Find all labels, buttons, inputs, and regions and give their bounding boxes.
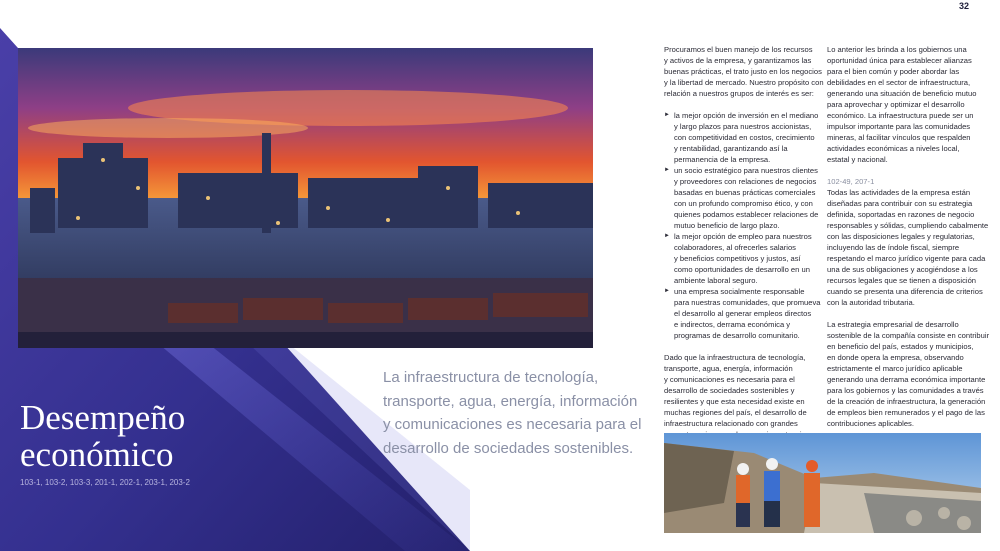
triangle-bullet-icon: ► [664, 233, 670, 239]
text-line: responsables y sólidas, cumpliendo cabalmente [827, 221, 989, 230]
text-column-1 [664, 44, 822, 451]
text-line: cuando se presenta una diferencia de criterios [827, 287, 983, 296]
text-line: estrictamente el marco jurídico aplicable [827, 364, 963, 373]
closing-paragraph [664, 352, 822, 440]
text-line: la mejor opción de inversión en el mediano [674, 111, 819, 120]
bullet-item [664, 286, 822, 341]
paragraph [827, 176, 987, 308]
text-line: incluyendo las de índole fiscal, siempre [827, 243, 960, 252]
quote-line: y comunicaciones es necesaria para el [383, 416, 642, 433]
text-line: infraestructura relacionado con grandes [664, 419, 798, 428]
mine-workers-photo [664, 433, 981, 533]
text-line: como oportunidades de desarrollo en un [674, 265, 810, 274]
text-line: el desarrollo al generar empleos directos [674, 309, 812, 318]
text-line: con la autoridad tributaria. [827, 298, 915, 307]
text-line: con las disposiciones legales y regulatorias, [827, 232, 975, 241]
section-title [20, 399, 185, 473]
text-line: respetando el marco jurídico vigente para cada [827, 254, 986, 263]
text-line: mineras, al facilitar vínculos que respalden [827, 133, 971, 142]
text-line: quienes podamos establecer relaciones de [674, 210, 819, 219]
triangle-bullet-icon: ► [664, 288, 670, 294]
text-line: con competitividad en costos, crecimiento [674, 133, 815, 142]
text-line: e indirectos, derrama económica y [674, 320, 791, 329]
text-line: y proveedores con relaciones de negocios [674, 177, 817, 186]
intro-paragraph [664, 44, 822, 99]
text-line: impulsor importante para las comunidades [827, 122, 971, 131]
gri-codes: 103-1, 103-2, 103-3, 201-1, 202-1, 203-1, 203-2 [20, 478, 190, 487]
text-line: para aprovechar y optimizar el desarrollo [827, 100, 965, 109]
text-line: debilidades en el sector de infraestructura, [827, 78, 971, 87]
text-line: de la creación de infraestructura, la generación [827, 397, 986, 406]
plant-photo [18, 48, 593, 348]
quote-line: desarrollo de sociedades sostenibles. [383, 439, 634, 457]
text-line: una empresa socialmente responsable [674, 287, 805, 296]
text-line: y rentabilidad, garantizando así la [674, 144, 788, 153]
text-line: transporte, agua, energía, información [664, 364, 793, 373]
text-line: desarrollo de sociedades sostenibles y [664, 386, 795, 395]
triangle-bullet-icon: ► [664, 112, 670, 118]
text-line: buenas prácticas, el trato justo en los negocios [664, 67, 822, 76]
paragraph [827, 44, 987, 165]
text-line: generando una situación de beneficio mutuo [827, 89, 977, 98]
text-line: permanencia de la empresa. [674, 155, 771, 164]
text-line: para nuestras comunidades, que promueva [674, 298, 821, 307]
text-line: recursos legales que se tienen a disposición [827, 276, 977, 285]
text-line: con un profundo compromiso ético, y con [674, 199, 813, 208]
page-number: 32 [958, 1, 969, 11]
text-line: actividades económicas a niveles local, [827, 144, 960, 153]
text-line: y activos de la empresa, y garantizamos las [664, 56, 812, 65]
text-line: programas de desarrollo comunitario. [674, 331, 800, 340]
text-line: y comunicaciones es necesaria para el [664, 375, 795, 384]
title-line: Desempeño [20, 398, 186, 437]
text-line: Lo anterior les brinda a los gobiernos una [827, 45, 967, 54]
text-line: de empleos bien remunerados y el pago de las [827, 408, 985, 417]
quote-line: La infraestructura de tecnología, [383, 369, 599, 386]
triangle-bullet-icon: ► [664, 167, 670, 173]
text-line: y la libertad de mercado. Nuestro propósito con [664, 78, 824, 87]
text-line: Dado que la infraestructura de tecnología, [664, 353, 806, 362]
title-line: económico [20, 435, 174, 474]
quote-line: transporte, agua, energía, información [383, 392, 638, 410]
bullet-item [664, 110, 822, 165]
text-line: relación a nuestros grupos de interés es ser: [664, 89, 814, 98]
text-line: una de sus obligaciones y acogiéndose a los [827, 265, 978, 274]
text-line: un socio estratégico para nuestros clientes [674, 166, 818, 175]
text-line: generando una derrama económica importante [827, 375, 986, 384]
text-line: basadas en buenas prácticas comerciales [674, 188, 816, 197]
text-line: Todas las actividades de la empresa están [827, 188, 971, 197]
text-line: contribuciones aplicables. [827, 419, 914, 428]
text-line: resilientes y que esta necesidad existe en [664, 397, 805, 406]
pull-quote [383, 366, 653, 460]
text-line: para el bien común y poder abordar las [827, 67, 960, 76]
text-line: sostenible de la compañía consiste en contribuir [827, 331, 990, 340]
bullet-item [664, 231, 822, 286]
text-line: en donde opera la empresa, observando [827, 353, 964, 362]
text-line: la mejor opción de empleo para nuestros [674, 232, 812, 241]
text-line: y beneficios competitivos y justos, así [674, 254, 801, 263]
text-column-2 [827, 44, 990, 440]
text-line: y largo plazos para nuestros accionistas, [674, 122, 812, 131]
paragraph [827, 319, 990, 429]
text-line: colaboradores, al ofrecerles salarios [674, 243, 796, 252]
text-line: oportunidad única para establecer alianzas [827, 56, 972, 65]
text-line: muchas regiones del país, el desarrollo de [664, 408, 807, 417]
text-line: La estrategia empresarial de desarrollo [827, 320, 959, 329]
text-line: mutuo beneficio de largo plazo. [674, 221, 780, 230]
text-line: para los gobiernos y las comunidades a través [827, 386, 984, 395]
gri-reference: 102-49, 207-1 [827, 177, 875, 186]
text-line: ambiente laboral seguro. [674, 276, 758, 285]
bullet-item [664, 165, 822, 231]
text-line: Procuramos el buen manejo de los recursos [664, 45, 813, 54]
text-line: diseñadas para contribuir con su estrategia [827, 199, 973, 208]
text-line: definida, soportadas en razones de negocio [827, 210, 975, 219]
text-line: estatal y nacional. [827, 155, 888, 164]
text-line: en beneficio del país, estados y municipios, [827, 342, 974, 351]
text-line: económico. La infraestructura puede ser un [827, 111, 974, 120]
